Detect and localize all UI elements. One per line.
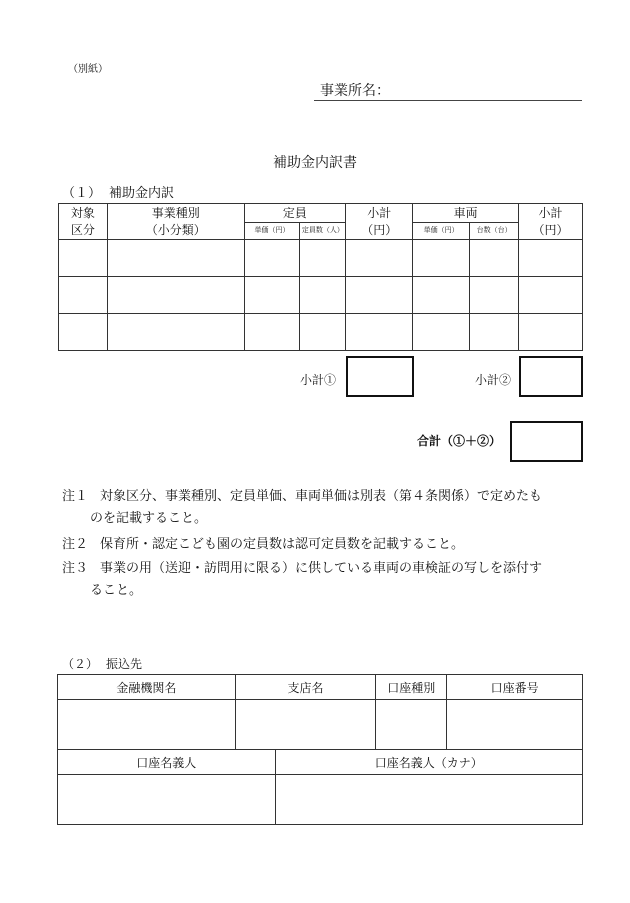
header-vehicle: 車両 — [413, 204, 519, 223]
account-type-cell[interactable] — [376, 700, 447, 750]
cell-input[interactable] — [107, 240, 244, 277]
subtotal1-label: 小計① — [300, 373, 337, 387]
header-subtotal1: 小計 （円） — [346, 204, 413, 240]
document-title: 補助金内訳書 — [273, 155, 357, 171]
table-row — [59, 240, 583, 277]
cell-input[interactable] — [59, 277, 108, 314]
section1-heading-text: 補助金内訳 — [109, 186, 175, 201]
cell-input[interactable] — [346, 314, 413, 351]
section2-heading — [62, 655, 142, 672]
cell-input[interactable] — [300, 240, 346, 277]
cell-input[interactable] — [300, 277, 346, 314]
cell-input[interactable] — [346, 277, 413, 314]
cell-input[interactable] — [107, 277, 244, 314]
header-account-type: 口座種別 — [376, 675, 447, 700]
bank-name-cell[interactable] — [58, 700, 236, 750]
header-branch-name: 支店名 — [235, 675, 376, 700]
account-holder-kana-cell[interactable] — [275, 775, 582, 825]
cell-input[interactable] — [519, 314, 583, 351]
table-row — [58, 775, 583, 825]
cell-input[interactable] — [519, 277, 583, 314]
subtotal1-box[interactable] — [346, 356, 414, 397]
cell-input[interactable] — [59, 314, 108, 351]
cell-input[interactable] — [470, 314, 519, 351]
table-row — [59, 277, 583, 314]
section1-heading-num: （１） — [62, 186, 102, 201]
account-number-cell[interactable] — [447, 700, 583, 750]
table-row — [59, 314, 583, 351]
header-account-number: 口座番号 — [447, 675, 583, 700]
cell-input[interactable] — [244, 314, 300, 351]
header-vehicle-count: 台数（台） — [470, 223, 519, 240]
header-business-type: 事業種別 （小分類） — [107, 204, 244, 240]
header-account-holder: 口座名義人 — [58, 750, 276, 775]
cell-input[interactable] — [244, 277, 300, 314]
cell-input[interactable] — [470, 277, 519, 314]
total-box[interactable] — [510, 421, 583, 462]
table-row — [58, 700, 583, 750]
cell-input[interactable] — [470, 240, 519, 277]
branch-name-cell[interactable] — [235, 700, 376, 750]
cell-input[interactable] — [346, 240, 413, 277]
header-capacity-unit-price: 単価（円） — [244, 223, 300, 240]
attachment-label: （別紙） — [68, 64, 108, 75]
cell-input[interactable] — [413, 314, 470, 351]
cell-input[interactable] — [107, 314, 244, 351]
header-subtotal2: 小計 （円） — [519, 204, 583, 240]
cell-input[interactable] — [300, 314, 346, 351]
header-bank-name: 金融機関名 — [58, 675, 236, 700]
note-3: 注３ 事業の用（送迎・訪問用に限る）に供している車両の車検証の写しを添付す ること。 — [62, 561, 543, 598]
header-capacity: 定員 — [244, 204, 346, 223]
cell-input[interactable] — [413, 277, 470, 314]
account-holder-cell[interactable] — [58, 775, 276, 825]
business-name-label: 事業所名： — [320, 83, 390, 99]
note-1: 注１ 対象区分、事業種別、定員単価、車両単価は別表（第４条関係）で定めたも のを記載すること。 — [62, 489, 543, 526]
header-vehicle-unit-price: 単価（円） — [413, 223, 470, 240]
section2-heading-text: 振込先 — [106, 657, 143, 671]
subsidy-breakdown-table — [58, 203, 583, 351]
business-name-underline — [314, 100, 582, 101]
header-account-holder-kana: 口座名義人（カナ） — [275, 750, 582, 775]
note-2: 注２ 保育所・認定こども園の定員数は認可定員数を記載すること。 — [62, 537, 465, 552]
bank-account-table — [57, 674, 583, 825]
cell-input[interactable] — [244, 240, 300, 277]
section2-heading-num: （２） — [62, 657, 99, 671]
subtotal2-label: 小計② — [475, 373, 512, 387]
cell-input[interactable] — [59, 240, 108, 277]
header-target-category: 対象 区分 — [59, 204, 108, 240]
subtotal2-box[interactable] — [519, 356, 583, 397]
total-label: 合計（①＋②） — [417, 434, 502, 448]
header-capacity-count: 定員数（人） — [300, 223, 346, 240]
cell-input[interactable] — [519, 240, 583, 277]
cell-input[interactable] — [413, 240, 470, 277]
section1-heading — [62, 182, 174, 201]
